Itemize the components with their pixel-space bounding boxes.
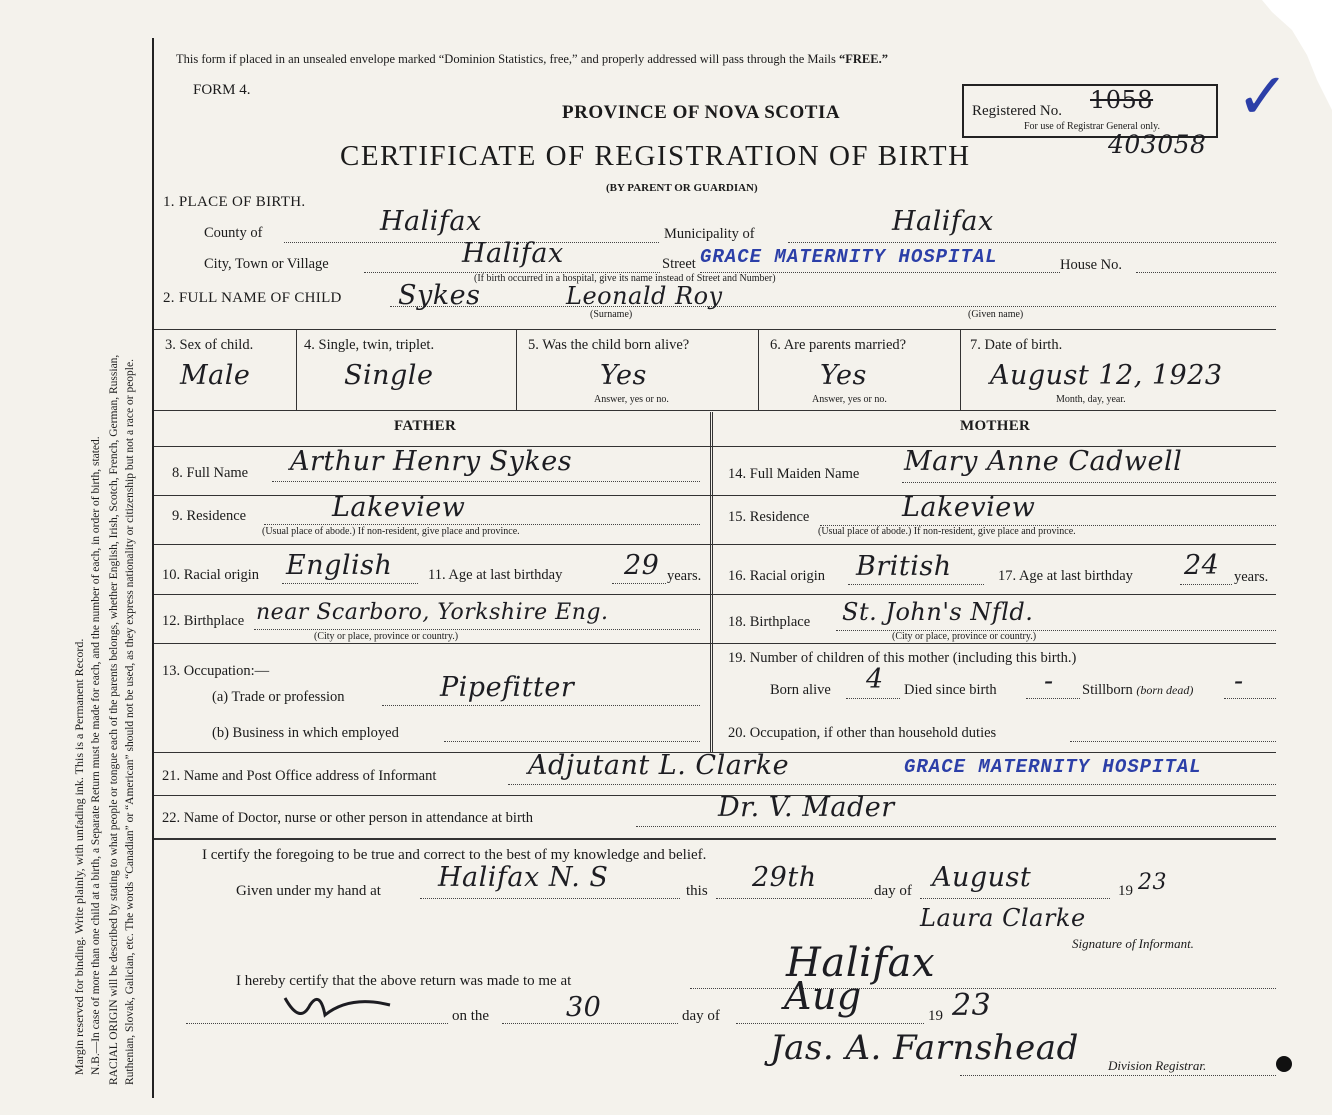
mother-age-label: 17. Age at last birthday xyxy=(998,568,1133,584)
father-age-label: 11. Age at last birthday xyxy=(428,567,563,583)
parents-divider xyxy=(710,412,713,752)
child-surname: Sykes xyxy=(398,280,481,311)
parent-rule-3 xyxy=(154,544,1276,545)
col-divider-3 xyxy=(758,329,759,410)
return-year-prefix: 19 xyxy=(928,1008,943,1024)
return-month-value: Aug xyxy=(784,974,862,1018)
child-given-names: Leonald Roy xyxy=(566,282,723,310)
house-line xyxy=(1136,272,1276,273)
mother-racial-label: 16. Racial origin xyxy=(728,568,826,584)
doctor-line xyxy=(636,826,1276,827)
alive-label: 5. Was the child born alive? xyxy=(528,337,690,353)
father-racial-line xyxy=(282,583,418,584)
mother-birthplace-value: St. John's Nfld. xyxy=(842,598,1034,626)
father-residence-line xyxy=(264,524,700,525)
father-name-value: Arthur Henry Sykes xyxy=(290,446,573,477)
racial-origin-note-1: RACIAL ORIGIN will be described by stating to what people or tongue each of the parents belongs, whether English, Irish, Scotch, French, German, Russian, xyxy=(108,354,120,1085)
mother-residence-label: 15. Residence xyxy=(728,509,810,525)
col-divider-4 xyxy=(960,329,961,410)
this-label: this xyxy=(686,883,708,899)
mother-birthplace-caption: (City or place, province or country.) xyxy=(892,631,1037,642)
parent-rule-5 xyxy=(154,643,1276,644)
mother-occupation-line xyxy=(1070,741,1276,742)
doctor-label: 22. Name of Doctor, nurse or other person in attendance at birth xyxy=(162,810,534,826)
parent-rule-2 xyxy=(154,495,1276,496)
mother-children-label: 19. Number of children of this mother (including this birth.) xyxy=(728,650,1077,666)
year-prefix: 19 xyxy=(1118,883,1133,899)
informant-rule xyxy=(154,795,1276,796)
father-age-unit: years. xyxy=(667,568,702,584)
binding-line xyxy=(152,38,154,1098)
dob-label: 7. Date of birth. xyxy=(970,337,1063,353)
place-of-birth-heading: 1. PLACE OF BIRTH. xyxy=(163,194,306,210)
informant-label: 21. Name and Post Office address of Informant xyxy=(162,768,437,784)
father-name-line xyxy=(272,481,700,482)
mother-racial-value: British xyxy=(856,551,952,582)
day-line xyxy=(716,898,872,899)
father-residence-caption: (Usual place of abode.) If non-resident, give place and province. xyxy=(262,526,520,537)
father-occupation-label: 13. Occupation:— xyxy=(162,663,270,679)
month-value: August xyxy=(932,862,1032,893)
county-label: County of xyxy=(204,225,263,241)
born-alive-line xyxy=(846,698,900,699)
year-value: 23 xyxy=(1138,870,1167,895)
street-label: Street xyxy=(662,256,696,272)
row-divider-bottom xyxy=(154,410,1276,411)
page-title: CERTIFICATE OF REGISTRATION OF BIRTH xyxy=(340,140,971,172)
mother-racial-line xyxy=(848,584,984,585)
mail-notice: This form if placed in an unsealed envelope marked “Dominion Statistics, free,” and properly addressed will pass through the Mails “FREE.” xyxy=(176,52,888,66)
on-the-label: on the xyxy=(452,1008,490,1024)
informant-stamp: GRACE MATERNITY HOSPITAL xyxy=(904,756,1202,778)
ink-blot xyxy=(1276,1056,1292,1072)
return-day-of-label: day of xyxy=(682,1008,720,1024)
registrar-note: For use of Registrar General only. xyxy=(1024,121,1160,132)
margin-note: Margin reserved for binding. Write plainly, with unfading ink. This is a Permanent Record. xyxy=(72,638,86,1075)
return-mark xyxy=(280,990,400,1030)
form-number: FORM 4. xyxy=(193,82,251,98)
day-of-label: day of xyxy=(874,883,912,899)
father-birthplace-caption: (City or place, province or country.) xyxy=(314,631,459,642)
doctor-rule xyxy=(154,838,1276,840)
registrar-line xyxy=(960,1075,1276,1076)
father-birthplace-label: 12. Birthplace xyxy=(162,613,245,629)
mother-age-line xyxy=(1180,584,1232,585)
return-year-value: 23 xyxy=(952,988,992,1023)
return-day-line xyxy=(502,1023,678,1024)
married-caption: Answer, yes or no. xyxy=(812,394,887,405)
hospital-note: (If birth occurred in a hospital, give its name instead of Street and Number) xyxy=(474,273,776,284)
racial-origin-note-2: Ruthenian, Slovak, Galician, etc. The words “Canadian” or “American” should not be used, as they express nationality or citizenship but not a race or people. xyxy=(124,359,136,1085)
father-business-line xyxy=(444,741,700,742)
doctor-value: Dr. V. Mader xyxy=(718,792,895,823)
city-value: Halifax xyxy=(462,238,564,269)
father-trade-value: Pipefitter xyxy=(440,672,575,703)
father-trade-line xyxy=(382,705,700,706)
mother-name-value: Mary Anne Cadwell xyxy=(904,446,1183,477)
married-label: 6. Are parents married? xyxy=(770,337,907,353)
month-line xyxy=(920,898,1110,899)
return-day-value: 30 xyxy=(566,992,602,1023)
handwritten-number: 403058 xyxy=(1108,130,1207,159)
father-age-line xyxy=(612,583,666,584)
registered-label: Registered No. xyxy=(972,103,1062,119)
registrar-caption: Division Registrar. xyxy=(1108,1058,1207,1073)
registrar-signature: Jas. A. Farnshead xyxy=(770,1028,1079,1068)
father-trade-label: (a) Trade or profession xyxy=(212,689,345,705)
father-age-value: 29 xyxy=(624,550,660,581)
mother-age-value: 24 xyxy=(1184,550,1220,581)
plurality-label: 4. Single, twin, triplet. xyxy=(304,337,435,353)
return-statement: I hereby certify that the above return was made to me at xyxy=(236,973,572,989)
col-divider-2 xyxy=(516,329,517,410)
nb-note: N.B.—In case of more than one child at a birth, a Separate Return must be made for each, and the number of each, in order of birth, stated. xyxy=(90,436,102,1075)
municipality-value: Halifax xyxy=(892,206,994,237)
died-line xyxy=(1026,698,1080,699)
check-mark-icon: ✓ xyxy=(1236,60,1290,134)
mother-residence-value: Lakeview xyxy=(902,492,1036,523)
father-business-label: (b) Business in which employed xyxy=(212,725,399,741)
father-racial-label: 10. Racial origin xyxy=(162,567,260,583)
province-heading: PROVINCE OF NOVA SCOTIA xyxy=(562,102,841,123)
mother-occupation-label: 20. Occupation, if other than household duties xyxy=(728,725,997,741)
given-place-line xyxy=(420,898,680,899)
sex-value: Male xyxy=(180,360,251,391)
day-value: 29th xyxy=(752,862,817,893)
certify-statement: I certify the foregoing to be true and correct to the best of my knowledge and belief. xyxy=(202,847,707,863)
return-month-line xyxy=(736,1023,924,1024)
stillborn-label: Stillborn (born dead) xyxy=(1082,682,1194,698)
mother-name-line xyxy=(902,482,1276,483)
born-alive-value: 4 xyxy=(866,664,884,695)
given-label: Given under my hand at xyxy=(236,883,381,899)
mother-age-unit: years. xyxy=(1234,569,1269,585)
mother-name-label: 14. Full Maiden Name xyxy=(728,466,860,482)
stillborn-line xyxy=(1224,698,1276,699)
sex-label: 3. Sex of child. xyxy=(165,337,254,353)
died-label: Died since birth xyxy=(904,682,997,698)
alive-caption: Answer, yes or no. xyxy=(594,394,669,405)
mother-heading: MOTHER xyxy=(960,418,1031,434)
informant-value: Adjutant L. Clarke xyxy=(528,750,790,781)
page-subtitle: (BY PARENT OR GUARDIAN) xyxy=(606,182,758,194)
dob-caption: Month, day, year. xyxy=(1056,394,1126,405)
father-racial-value: English xyxy=(286,550,393,581)
father-name-label: 8. Full Name xyxy=(172,465,249,481)
father-birthplace-value: near Scarboro, Yorkshire Eng. xyxy=(256,600,609,625)
given-place-value: Halifax N. S xyxy=(438,862,609,893)
return-first-line xyxy=(186,1023,448,1024)
given-caption: (Given name) xyxy=(968,309,1024,320)
born-alive-label: Born alive xyxy=(770,682,831,698)
county-value: Halifax xyxy=(380,206,482,237)
married-value: Yes xyxy=(820,360,867,391)
father-heading: FATHER xyxy=(394,418,457,434)
informant-line xyxy=(508,784,1276,785)
stillborn-value: - xyxy=(1234,666,1244,697)
surname-caption: (Surname) xyxy=(590,309,633,320)
mother-residence-caption: (Usual place of abode.) If non-resident, give place and province. xyxy=(818,526,1076,537)
parent-rule-4 xyxy=(154,594,1276,595)
mother-birthplace-label: 18. Birthplace xyxy=(728,614,811,630)
alive-value: Yes xyxy=(600,360,647,391)
father-birthplace-line xyxy=(254,629,700,630)
child-name-line xyxy=(390,306,1276,307)
col-divider-1 xyxy=(296,329,297,410)
informant-signature: Laura Clarke xyxy=(920,904,1086,932)
dob-value: August 12, 1923 xyxy=(990,360,1223,391)
row-divider-top xyxy=(154,329,1276,330)
house-label: House No. xyxy=(1060,257,1123,273)
return-place-value: Halifax xyxy=(786,940,936,986)
father-residence-label: 9. Residence xyxy=(172,508,247,524)
plurality-value: Single xyxy=(344,360,434,391)
father-residence-value: Lakeview xyxy=(332,492,466,523)
municipality-line xyxy=(788,242,1276,243)
child-name-label: 2. FULL NAME OF CHILD xyxy=(163,290,342,306)
city-label: City, Town or Village xyxy=(204,256,329,272)
informant-signature-caption: Signature of Informant. xyxy=(1072,936,1194,951)
municipality-label: Municipality of xyxy=(664,226,755,242)
registered-value: 1058 xyxy=(1090,86,1154,114)
street-stamp: GRACE MATERNITY HOSPITAL xyxy=(700,246,998,268)
died-value: - xyxy=(1044,666,1054,697)
